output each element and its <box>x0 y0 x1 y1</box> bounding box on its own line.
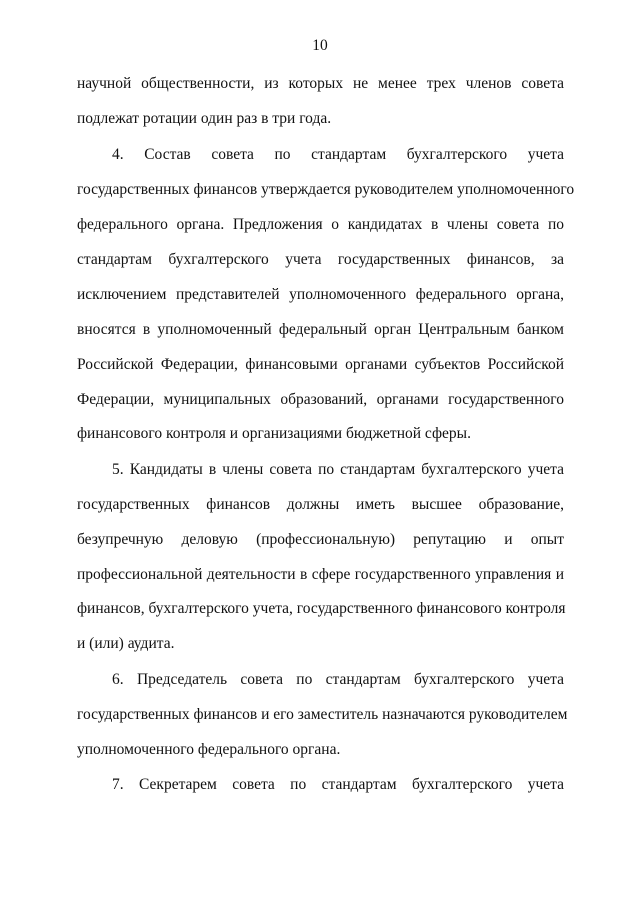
text-line: государственных финансов утверждается руководителем уполномоченного <box>77 181 575 198</box>
text-line: стандартам бухгалтерского учета государственных финансов, за <box>77 251 564 268</box>
text-line: исключением представителей уполномоченного федерального органа, <box>77 286 564 303</box>
text-line: финансового контроля и организациями бюджетной сферы. <box>77 425 471 442</box>
text-line: научной общественности, из которых не менее трех членов совета <box>77 75 564 92</box>
text-line: уполномоченного федерального органа. <box>77 741 341 758</box>
paragraph-start-line: 5. Кандидаты в члены совета по стандартам бухгалтерского учета <box>112 461 564 478</box>
text-line: и (или) аудита. <box>77 635 175 652</box>
page-number: 10 <box>312 37 328 54</box>
text-line: профессиональной деятельности в сфере государственного управления и <box>77 566 564 583</box>
text-line: финансов, бухгалтерского учета, государственного финансового контроля <box>77 600 566 617</box>
text-line: государственных финансов и его заместитель назначаются руководителем <box>77 706 568 723</box>
paragraph-start-line: 4. Состав совета по стандартам бухгалтерского учета <box>112 146 564 163</box>
paragraph-start-line: 6. Председатель совета по стандартам бухгалтерского учета <box>112 671 564 688</box>
text-line: вносятся в уполномоченный федеральный орган Центральным банком <box>77 321 564 338</box>
text-line: федерального органа. Предложения о кандидатах в члены совета по <box>77 216 564 233</box>
text-line: подлежат ротации один раз в три года. <box>77 110 332 127</box>
text-line: безупречную деловую (профессиональную) репутацию и опыт <box>77 531 564 548</box>
paragraph-start-line: 7. Секретарем совета по стандартам бухгалтерского учета <box>112 776 564 793</box>
text-line: Федерации, муниципальных образований, органами государственного <box>77 391 564 408</box>
text-line: Российской Федерации, финансовыми органами субъектов Российской <box>77 356 564 373</box>
text-line: государственных финансов должны иметь высшее образование, <box>77 496 564 513</box>
